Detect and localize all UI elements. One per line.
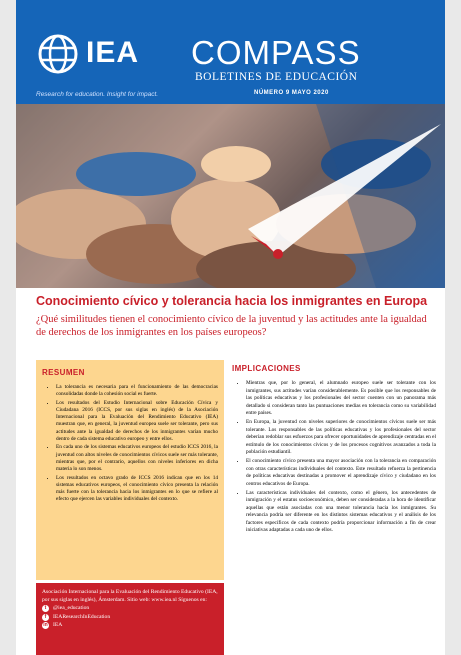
- social-label[interactable]: IEAResearchInEducation: [53, 613, 111, 620]
- summary-list: [42, 384, 218, 504]
- list-item: • Los resultados del Estudio Internacional sobre Educación Cívica y Ciudadana 2016 (ICCS, por sus siglas en inglés) de la Asociación Internacional para la Evaluación del Rendimiento Educativo (IEA) muestran que, en general, la juventud europea suele ser tolerante, pero sus actitudes ante la igualdad de derechos de los inmigrantes varían mucho dentro de cada sistema educativo europeo y entre ellos.: [56, 400, 218, 444]
- implications-heading: IMPLICACIONES: [232, 364, 301, 373]
- social-facebook[interactable]: [42, 614, 218, 622]
- iea-logo-text: IEA: [86, 36, 140, 69]
- implications-list: [232, 380, 436, 535]
- social-linkedin[interactable]: [42, 622, 218, 630]
- issue-number: NÚMERO 9 MAYO 2020: [254, 90, 329, 96]
- page-title: Conocimiento cívico y tolerancia hacia los inmigrantes en Europa: [36, 294, 428, 308]
- tagline: Research for education. Insight for impact.: [36, 91, 159, 98]
- list-item: • En Europa, la juventud con niveles superiores de conocimientos cívicos suele ser más tolerante. Los responsables de las políticas educativas y los profesionales del sector deberían redoblar sus esfuerzos para ofrecer oportunidades de aprendizaje centradas en el estímulo de los conocimientos cívicos y de los procesos cognitivos avanzados a toda la población estudiantil.: [246, 419, 436, 457]
- social-twitter[interactable]: [42, 605, 218, 613]
- compass-needle-icon: [16, 104, 445, 288]
- compass-subtitle: BOLETINES DE EDUCACIÓN: [195, 71, 358, 83]
- bulletin-page: [16, 0, 445, 655]
- implications-section: [232, 364, 436, 536]
- list-item: • En cada uno de los sistemas educativos europeos del estudio ICCS 2016, la juventud con altos niveles de conocimientos cívicos suele ser más tolerante, mientras que, por el contrario, aquellos con niveles inferiores en dicha materia lo son menos.: [56, 444, 218, 473]
- association-text: Asociación Internacional para la Evaluación del Rendimiento Educativo (IEA, por sus siglas en inglés), Ámsterdam. Sitio web: www.iea.nl Síguenos en:: [42, 589, 218, 603]
- social-label[interactable]: @iea_education: [53, 605, 90, 611]
- list-item: • Las características individuales del contexto, como el género, los antecedentes de inmigración y el estatus socioeconómico, deben ser consideradas a la hora de identificar aquellas que están asociadas con una menor tolerancia hacia los inmigrantes. Su relevancia podría ser diferente en los distintos sistemas educativos y el análisis de los factores específicos de cada contexto podría proporcionar información a fin de crear iniciativas adaptadas a cada uno de ellos.: [246, 490, 436, 535]
- compass-title: COMPASS: [191, 34, 361, 71]
- list-item: • Los resultados en octavo grado de ICCS 2016 indican que en los 14 sistemas educativos europeos, el conocimiento cívico presenta la relación más fuerte con la tolerancia hacia los inmigrantes en lo que se refiere al efecto que ejercen las variables individuales del contexto.: [56, 475, 218, 504]
- list-item: • El conocimiento cívico presenta una mayor asociación con la tolerancia en comparación con otras características individuales del contexto. Este resultado refuerza la pertinencia de políticas educativas destinadas a promover el aprendizaje cívico y ciudadano en los centros educativos de Europa.: [246, 458, 436, 488]
- twitter-icon: t: [42, 605, 49, 612]
- header-banner: [16, 0, 445, 104]
- hero-photo-hands: [16, 104, 445, 288]
- association-box: [36, 583, 224, 655]
- page-subtitle: ¿Qué similitudes tienen el conocimiento cívico de la juventud y las actitudes ante la igualdad de derechos de los inmigrantes en los países europeos?: [36, 314, 427, 338]
- list-item: • La tolerancia es necesaria para el funcionamiento de las democracias consolidadas donde la cohesión social es fuerte.: [56, 384, 218, 399]
- summary-heading: RESUMEN: [42, 368, 85, 377]
- linkedin-icon: in: [43, 622, 48, 629]
- list-item: • Mientras que, por lo general, el alumnado europeo suele ser tolerante con los inmigrantes, sus actitudes varían considerablemente. Es posible que los responsables de las políticas educativas y los profesionales del sector cuenten con un panorama más detallado si consideran tanto las puntuaciones medias en tolerancia como su variabilidad entre países.: [246, 380, 436, 418]
- social-label[interactable]: IEA: [53, 622, 63, 628]
- summary-box: [36, 360, 224, 580]
- facebook-icon: f: [42, 614, 49, 621]
- globe-icon: [38, 34, 78, 74]
